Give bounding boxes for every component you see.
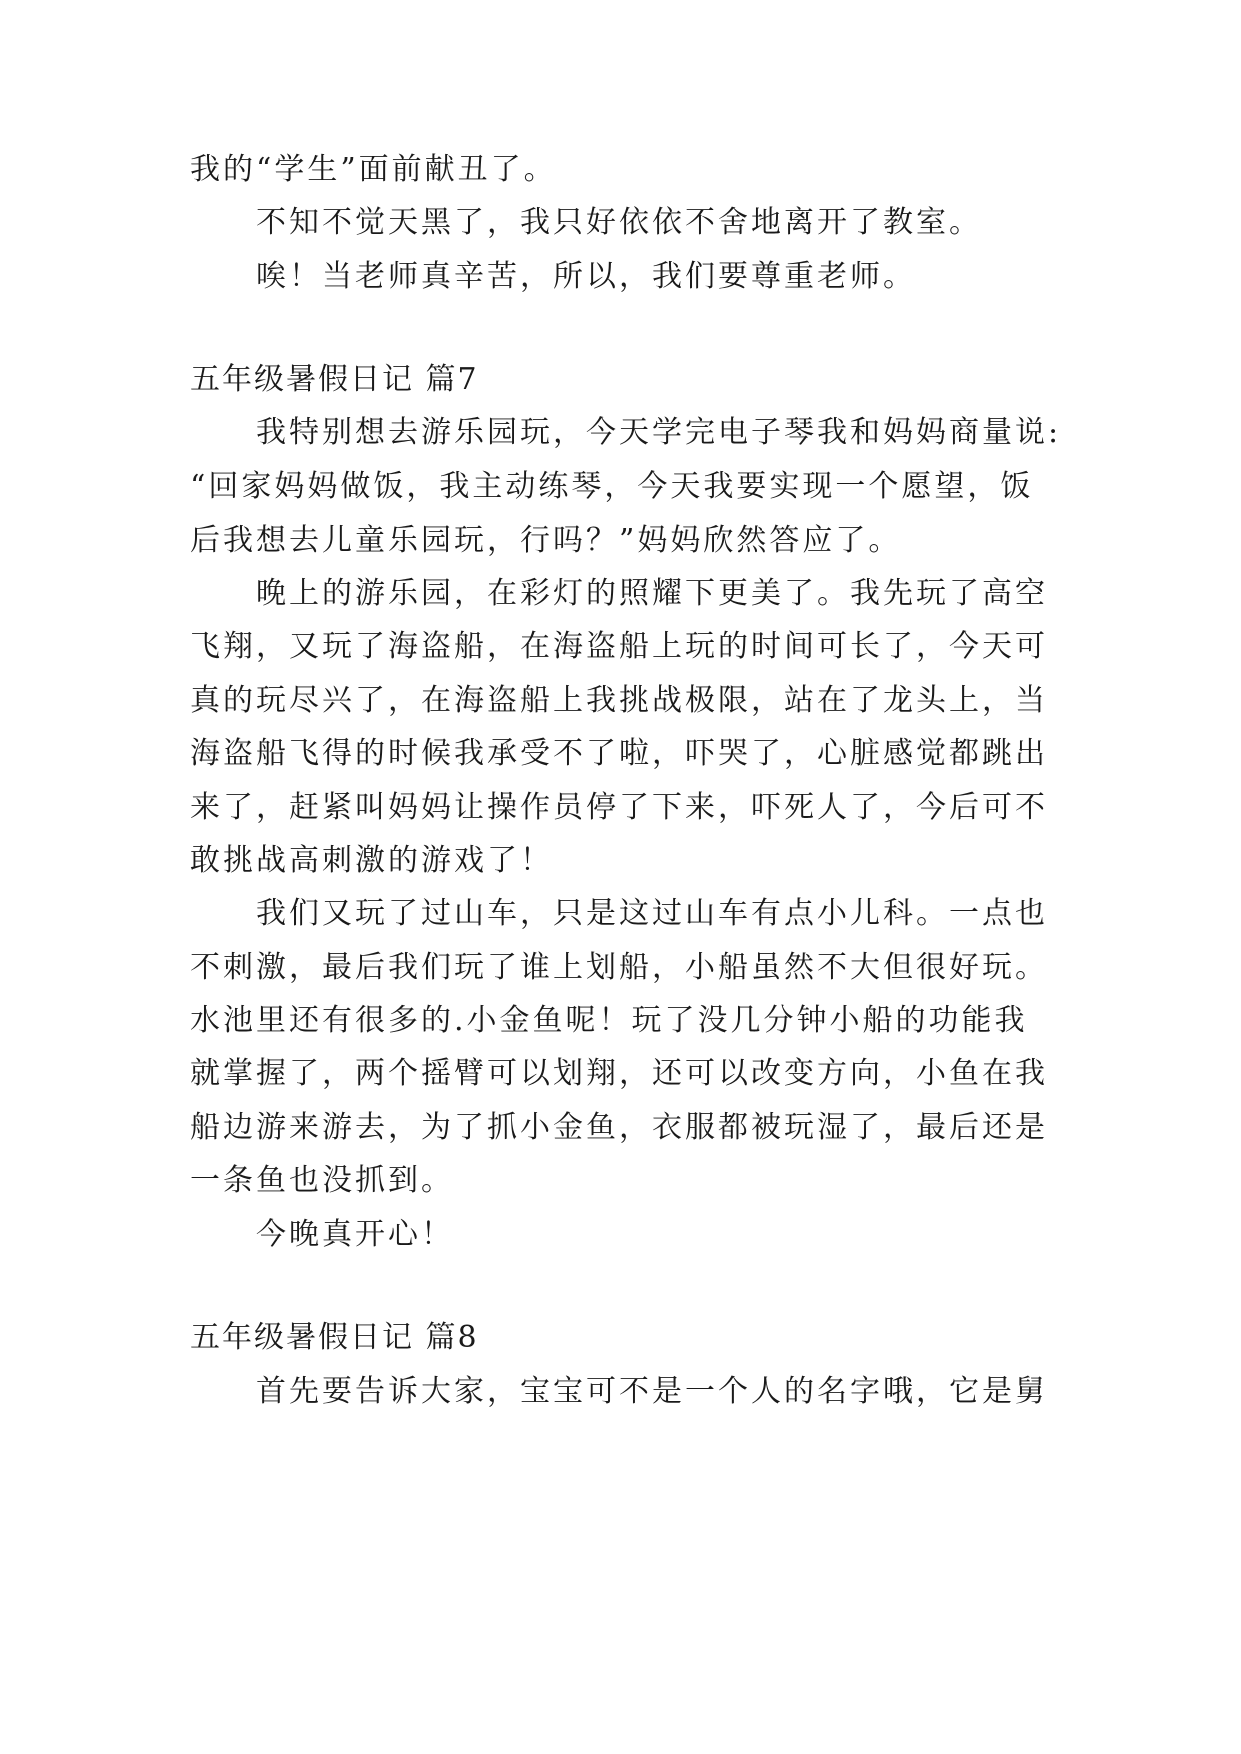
paragraph-line: 真的玩尽兴了，在海盗船上我挑战极限，站在了龙头上，当: [190, 683, 1048, 718]
paragraph-line: 我特别想去游乐园玩，今天学完电子琴我和妈妈商量说:: [256, 415, 1062, 450]
paragraph-line: 船边游来游去，为了抓小金鱼，衣服都被玩湿了，最后还是: [190, 1110, 1048, 1145]
paragraph-line: 不刺激，最后我们玩了谁上划船，小船虽然不大但很好玩。: [190, 950, 1048, 985]
text-line: 我的“学生”面前献丑了。: [190, 152, 557, 187]
paragraph-line: 唉！当老师真辛苦，所以，我们要尊重老师。: [256, 259, 916, 294]
paragraph-line: 水池里还有很多的.小金鱼呢！玩了没几分钟小船的功能我: [190, 1003, 1028, 1038]
paragraph-line: 敢挑战高刺激的游戏了！: [190, 843, 553, 878]
entry-heading: 五年级暑假日记 篇7: [190, 362, 479, 397]
paragraph-line: 来了，赶紧叫妈妈让操作员停了下来，吓死人了，今后可不: [190, 790, 1048, 825]
paragraph-line: 晚上的游乐园，在彩灯的照耀下更美了。我先玩了高空: [256, 576, 1048, 611]
paragraph-line: 今晚真开心！: [256, 1217, 454, 1252]
paragraph-line: 后我想去儿童乐园玩，行吗？”妈妈欣然答应了。: [190, 523, 902, 558]
paragraph-line: 不知不觉天黑了，我只好依依不舍地离开了教室。: [256, 205, 982, 240]
paragraph-line: 海盗船飞得的时候我承受不了啦，吓哭了，心脏感觉都跳出: [190, 736, 1048, 771]
entry-heading: 五年级暑假日记 篇8: [190, 1320, 479, 1355]
paragraph-line: 飞翔，又玩了海盗船，在海盗船上玩的时间可长了，今天可: [190, 629, 1048, 664]
paragraph-line: 一条鱼也没抓到。: [190, 1163, 454, 1198]
paragraph-line: 就掌握了，两个摇臂可以划翔，还可以改变方向，小鱼在我: [190, 1056, 1048, 1091]
paragraph-line: 我们又玩了过山车，只是这过山车有点小儿科。一点也: [256, 896, 1048, 931]
paragraph-line: “回家妈妈做饭，我主动练琴，今天我要实现一个愿望，饭: [190, 469, 1034, 504]
paragraph-line: 首先要告诉大家，宝宝可不是一个人的名字哦，它是舅: [256, 1374, 1048, 1409]
